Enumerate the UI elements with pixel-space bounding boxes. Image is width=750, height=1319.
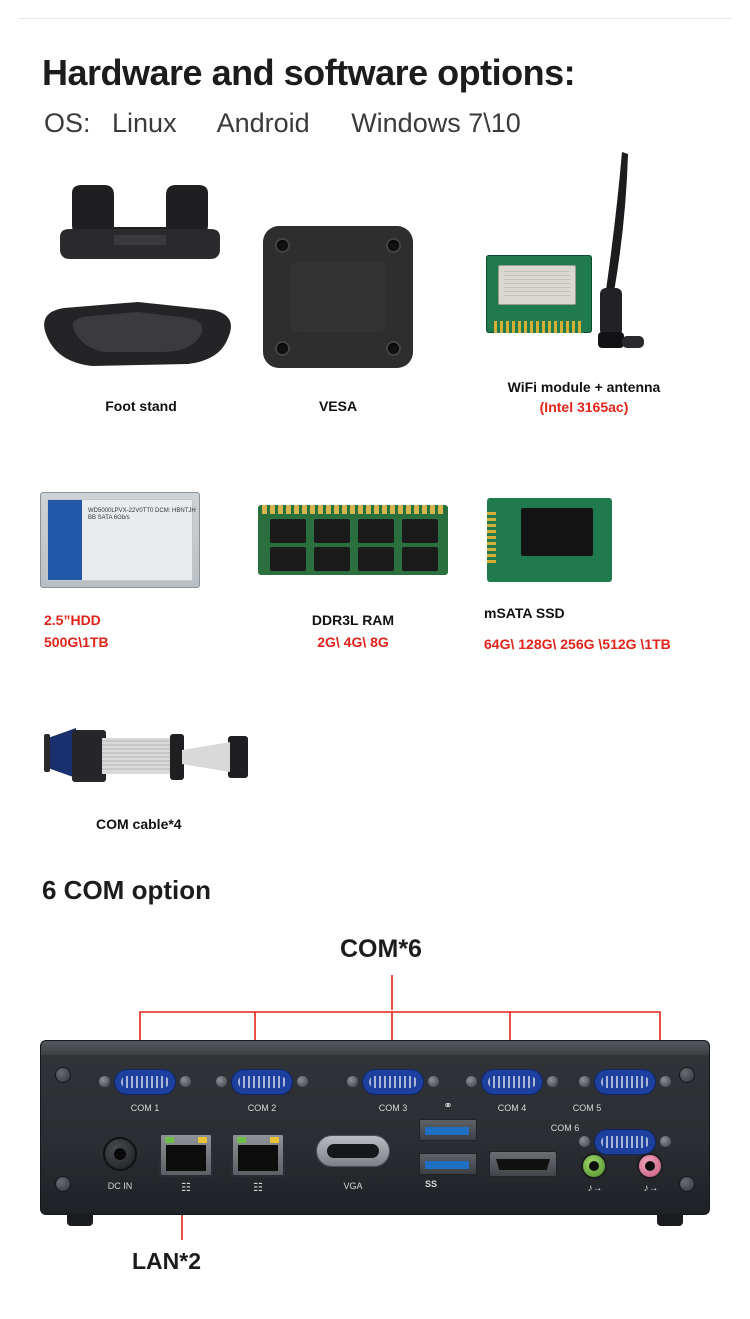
port-lan-1[interactable]: [159, 1133, 213, 1177]
chassis-screw: [55, 1067, 71, 1083]
port-label-com-1: COM 1: [130, 1103, 160, 1113]
port-label-com-2: COM 2: [247, 1103, 277, 1113]
usb-icon-top: ⚭: [443, 1100, 453, 1112]
port-com-5[interactable]: [579, 1069, 671, 1099]
wifi-antenna-image: [592, 150, 652, 360]
port-com-1[interactable]: [99, 1069, 191, 1099]
com6-callout-label: COM*6: [340, 935, 422, 963]
rear-panel-chassis: [40, 1040, 710, 1215]
audio-in-icon: ♪→: [643, 1183, 659, 1194]
page-title: Hardware and software options:: [42, 52, 576, 93]
msata-ssd-image: [487, 498, 612, 582]
lan2-callout-label: LAN*2: [132, 1248, 202, 1274]
port-usb-2[interactable]: [419, 1153, 477, 1175]
port-com-2[interactable]: [216, 1069, 308, 1099]
foot-stand-caption: Foot stand: [105, 398, 177, 414]
port-audio-line-out[interactable]: [581, 1153, 607, 1179]
ssd-caption: mSATA SSD: [484, 605, 565, 621]
os-options-line: [44, 108, 555, 139]
port-com-4[interactable]: [466, 1069, 558, 1099]
port-hdmi[interactable]: [489, 1151, 557, 1177]
hdd-chip-label: WD5000LPVX-22V0TT0 DCM: HBNTJHBB SATA 6Gb/s: [88, 508, 196, 521]
port-label-com-3: COM 3: [378, 1103, 408, 1113]
ram-caption: DDR3L RAM: [311, 612, 395, 628]
hdd-image: [40, 492, 200, 588]
hdd-caption-sub: 500G\1TB: [44, 634, 109, 650]
foot-stand-lower-image: [38, 300, 238, 370]
com-cable-image: [42, 720, 252, 795]
chassis-screw: [679, 1176, 695, 1192]
port-label-vga: VGA: [343, 1181, 363, 1191]
com-cable-caption: COM cable*4: [96, 816, 182, 832]
port-label-dc-in: DC IN: [107, 1181, 133, 1191]
port-audio-mic-in[interactable]: [637, 1153, 663, 1179]
chassis-screw: [55, 1176, 71, 1192]
ram-caption-sub: 2G\ 4G\ 8G: [317, 634, 389, 650]
port-com-3[interactable]: [347, 1069, 439, 1099]
chassis-screw: [679, 1067, 695, 1083]
ram-image: [258, 505, 448, 575]
ssd-caption-sub: 64G\ 128G\ 256G \512G \1TB: [484, 636, 671, 652]
hdd-caption: 2.5”HDD: [44, 612, 101, 628]
vesa-plate-image: [263, 226, 413, 368]
port-vga[interactable]: [316, 1135, 390, 1167]
foot-stand-upper-image: [60, 185, 220, 260]
lan-icon-1: ☷: [181, 1182, 191, 1194]
wifi-caption-sub: (Intel 3165ac): [539, 399, 629, 415]
port-label-com-6: COM 6: [550, 1123, 580, 1133]
port-lan-2[interactable]: [231, 1133, 285, 1177]
os-label: OS:: [44, 108, 91, 138]
com-section-title: 6 COM option: [42, 875, 211, 905]
wifi-module-image: [486, 255, 592, 333]
usb-ss-label: SS: [424, 1179, 437, 1189]
os-option-android: Android: [216, 108, 310, 138]
port-dc-in[interactable]: [103, 1137, 137, 1171]
port-usb-1[interactable]: [419, 1119, 477, 1141]
wifi-caption: WiFi module + antenna: [507, 379, 661, 395]
port-label-com-5: COM 5: [572, 1103, 602, 1113]
vesa-caption: VESA: [318, 398, 358, 414]
audio-out-icon: ♪→: [587, 1183, 603, 1194]
port-label-com-4: COM 4: [497, 1103, 527, 1113]
os-option-linux: Linux: [112, 108, 177, 138]
lan-icon-2: ☷: [253, 1182, 263, 1194]
os-option-windows: Windows 7\10: [351, 108, 521, 138]
